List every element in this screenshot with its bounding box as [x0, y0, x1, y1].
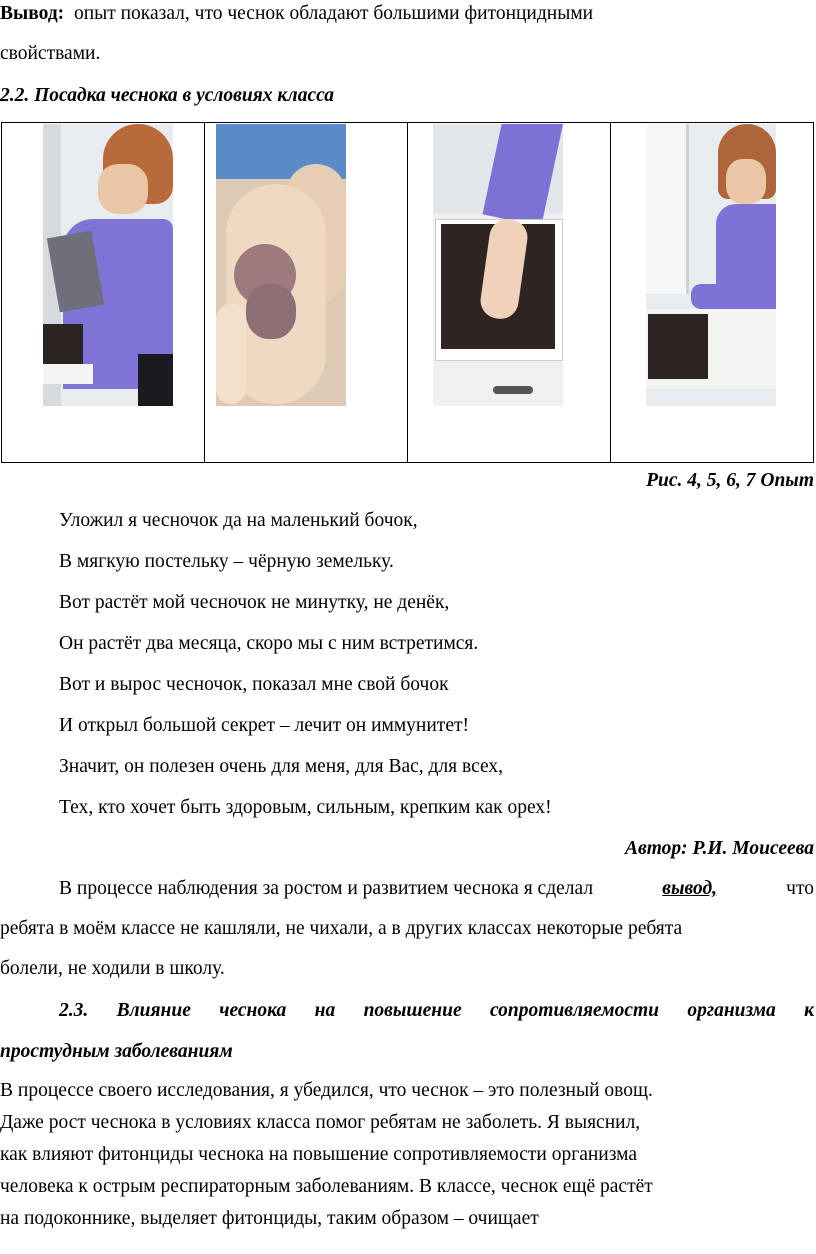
- photo-cell-2: [205, 123, 408, 462]
- poem-line: И открыл большой секрет – лечит он иммунитет!: [59, 715, 469, 736]
- photo-cell-4: [611, 123, 813, 462]
- poem-line: Вот растёт мой чесночок не минутку, не денёк,: [59, 592, 450, 613]
- section-heading-2-3-line-2: простудным заболеваниям: [0, 1041, 233, 1062]
- section-heading-2-3-line-1: 2.3. Влияние чеснока на повышение сопротивляемости организма к: [59, 1000, 814, 1021]
- poem-line: Значит, он полезен очень для меня, для Вас, для всех,: [59, 756, 504, 777]
- conclusion-line-2: свойствами.: [0, 43, 101, 64]
- poem-line: Тех, кто хочет быть здоровым, сильным, крепким как орех!: [59, 797, 552, 818]
- body-line: человека к острым респираторным заболеваниям. В классе, чеснок ещё растёт: [0, 1176, 653, 1197]
- poem-line: В мягкую постельку – чёрную земельку.: [59, 551, 394, 572]
- observation-text-end: что: [786, 878, 814, 899]
- body-line: Даже рост чеснока в условиях класса помог ребятам не заболеть. Я выяснил,: [0, 1112, 641, 1133]
- observation-line-1: [59, 878, 814, 900]
- body-line: на подоконнике, выделяет фитонциды, таким образом – очищает: [0, 1208, 539, 1229]
- conclusion-line-1: [0, 3, 593, 25]
- conclusion-text: опыт показал, что чеснок обладают большими фитонцидными: [73, 3, 594, 24]
- photo-cell-1: [2, 123, 205, 462]
- poem-line: Уложил я чесночок да на маленький бочок,: [59, 510, 418, 531]
- figure-caption: Рис. 4, 5, 6, 7 Опыт: [646, 470, 814, 491]
- photo-garlic-hands: [216, 124, 346, 406]
- photo-table: [1, 122, 814, 463]
- observation-line-3: болели, не ходили в школу.: [0, 958, 225, 979]
- photo-cell-3: [408, 123, 611, 462]
- observation-text-start: В процессе наблюдения за ростом и развитием чеснока я сделал: [59, 878, 594, 899]
- photo-boy-soil: [43, 124, 173, 406]
- body-line: как влияют фитонциды чеснока на повышение сопротивляемости организма: [0, 1144, 638, 1165]
- photo-window-sill: [646, 124, 776, 406]
- poem-author: Автор: Р.И. Моисеева: [625, 838, 814, 859]
- photo-planting: [433, 124, 563, 406]
- conclusion-label: Вывод:: [0, 3, 65, 24]
- section-heading-2-2: 2.2. Посадка чеснока в условиях класса: [0, 85, 334, 106]
- observation-line-2: ребята в моём классе не кашляли, не чихали, а в других классах некоторые ребята: [0, 918, 683, 939]
- body-line: В процессе своего исследования, я убедился, что чеснок – это полезный овощ.: [0, 1080, 653, 1101]
- poem-line: Он растёт два месяца, скоро мы с ним встретимся.: [59, 633, 479, 654]
- poem-line: Вот и вырос чесночок, показал мне свой бочок: [59, 674, 449, 695]
- observation-keyword: вывод,: [662, 878, 717, 899]
